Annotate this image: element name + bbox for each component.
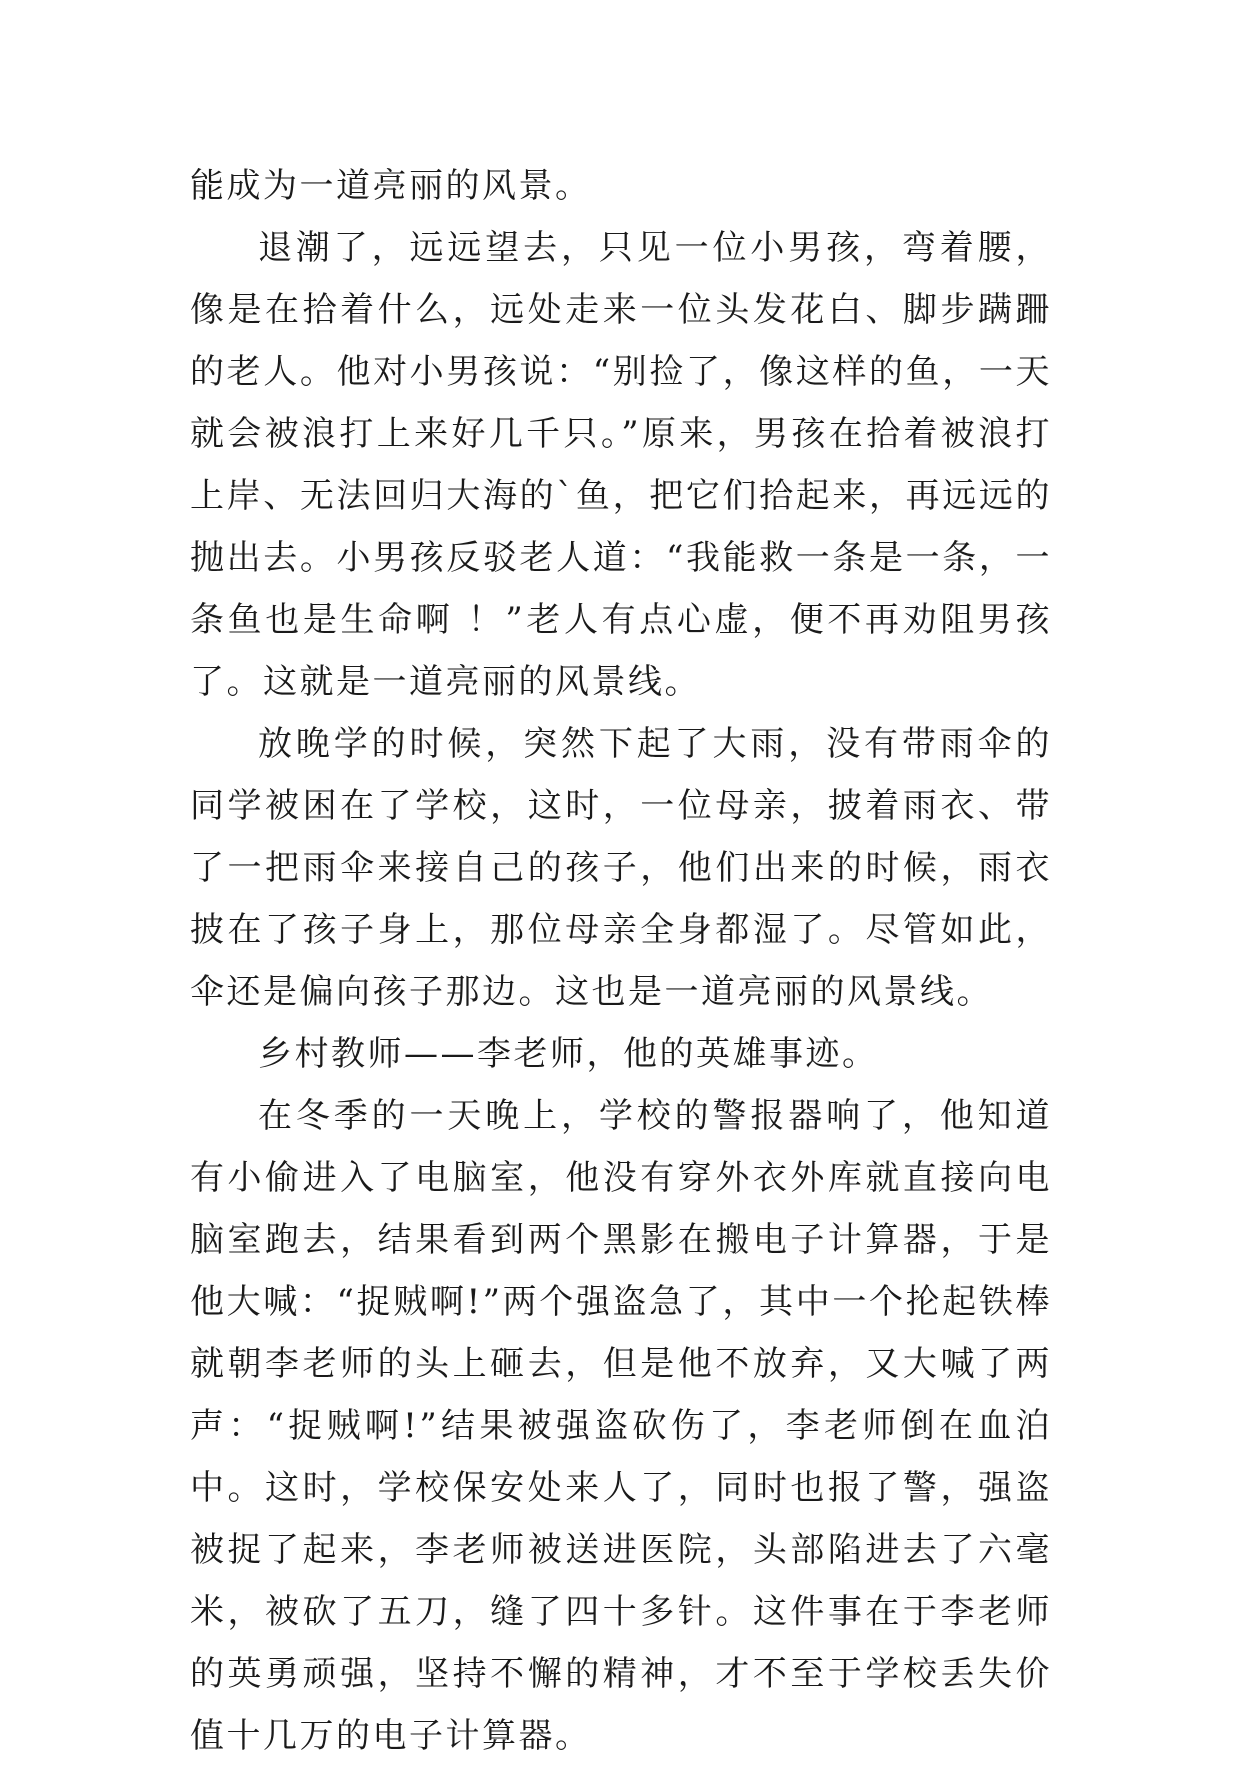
paragraph-2: 退潮了，远远望去，只见一位小男孩，弯着腰，像是在拾着什么，远处走来一位头发花白、脚步蹒跚的老人。他对小男孩说：“别捡了，像这样的鱼，一天就会被浪打上来好几千只。”原来，男孩在拾着被浪打上岸、无法回归大海的`鱼，把它们拾起来，再远远的抛出去。小男孩反驳老人道：“我能救一条是一条，一条鱼也是生命啊 ！”老人有点心虚，便不再劝阻男孩了。这就是一道亮丽的风景线。 xyxy=(190,228,1052,702)
document-body xyxy=(190,155,1052,1767)
paragraph-5: 在冬季的一天晚上，学校的警报器响了，他知道有小偷进入了电脑室，他没有穿外衣外库就直接向电脑室跑去，结果看到两个黑影在搬电子计算器，于是他大喊：“捉贼啊!”两个强盗急了，其中一个抡起铁棒就朝李老师的头上砸去，但是他不放弃，又大喊了两声：“捉贼啊!”结果被强盗砍伤了，李老师倒在血泊中。这时，学校保安处来人了，同时也报了警，强盗被捉了起来，李老师被送进医院，头部陷进去了六毫米，被砍了五刀，缝了四十多针。这件事在于李老师的英勇顽强，坚持不懈的精神，才不至于学校丢失价值十几万的电子计算器。 xyxy=(190,1096,1052,1756)
paragraph-4: 乡村教师——李老师，他的英雄事迹。 xyxy=(258,1034,879,1074)
paragraph-3: 放晚学的时候，突然下起了大雨，没有带雨伞的同学被困在了学校，这时，一位母亲，披着雨衣、带了一把雨伞来接自己的孩子，他们出来的时候，雨衣披在了孩子身上，那位母亲全身都湿了。尽管如此，伞还是偏向孩子那边。这也是一道亮丽的风景线。 xyxy=(190,724,1052,1012)
paragraph-1: 能成为一道亮丽的风景。 xyxy=(190,166,592,206)
